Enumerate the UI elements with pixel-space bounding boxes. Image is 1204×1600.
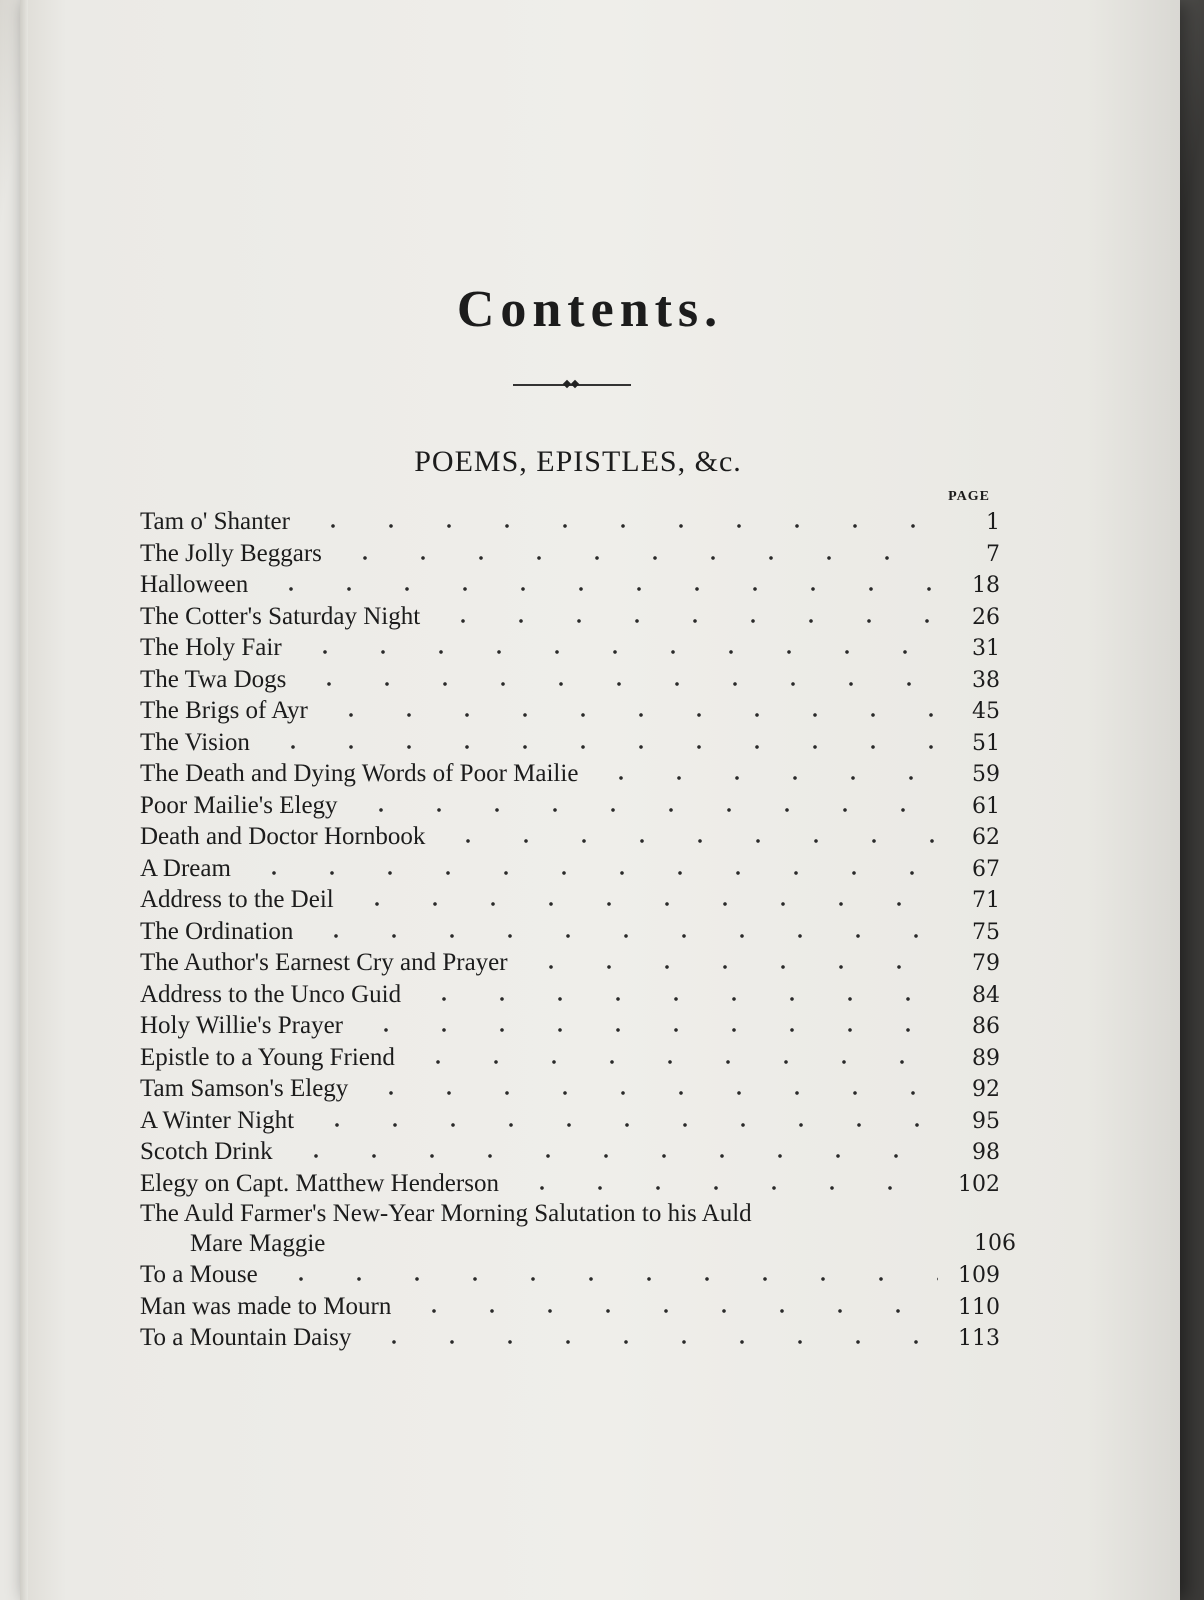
contents-block [140, 270, 1016, 1354]
toc-entry-title: Tam o' Shanter [140, 508, 290, 535]
toc-entry-page: 62 [972, 825, 1000, 850]
leader-dots [304, 523, 938, 529]
toc-entry[interactable] [140, 506, 1000, 538]
leader-dots [522, 964, 938, 970]
toc-entry-page: 109 [958, 1263, 1000, 1288]
toc-entry[interactable] [140, 538, 1000, 570]
toc-entry-title: Holy Willie's Prayer [140, 1012, 344, 1039]
toc-entry-title: The Brigs of Ayr [140, 697, 308, 724]
toc-entry-page: 95 [972, 1108, 1000, 1134]
toc-entry-title: The Ordination [140, 917, 294, 945]
toc-entry-page: 110 [958, 1294, 1000, 1320]
leader-dots [245, 870, 938, 876]
toc-entry-page: 61 [972, 793, 1000, 819]
toc-entry[interactable] [140, 1105, 1000, 1137]
toc-entry[interactable] [140, 821, 1000, 853]
toc-entry-title: Scotch Drink [140, 1138, 273, 1165]
page-column-label: PAGE [948, 489, 990, 504]
toc-entry[interactable] [140, 1259, 1000, 1291]
leader-dots [362, 1090, 938, 1096]
toc-entry-page: 26 [972, 604, 1000, 630]
leader-dots [513, 1185, 938, 1191]
toc-entry-title: Epistle to a Young Friend [140, 1043, 395, 1071]
toc-entry-page: 7 [986, 541, 1000, 567]
toc-entry-title: The Author's Earnest Cry and Prayer [140, 949, 508, 976]
toc-entry-page: 89 [972, 1045, 1000, 1071]
toc-entry-title: The Twa Dogs [140, 665, 287, 693]
toc-entry-page: 18 [972, 573, 1000, 598]
leader-dots [264, 744, 938, 750]
toc-entry[interactable] [140, 664, 1000, 696]
leader-dots [308, 1122, 938, 1128]
leader-dots [336, 555, 938, 561]
toc-entry-page: 84 [972, 982, 1000, 1008]
toc-entry[interactable] [140, 695, 1000, 727]
toc-entry-title: A Dream [140, 854, 231, 882]
toc-entry-title [140, 1199, 940, 1259]
leader-dots [352, 807, 938, 813]
leader-dots [365, 1339, 938, 1345]
toc-entry[interactable] [140, 758, 1000, 790]
toc-entry-page: 51 [972, 730, 1000, 756]
toc-entry[interactable] [140, 884, 1000, 916]
toc-entry[interactable] [140, 947, 1000, 979]
toc-entry-title: Address to the Deil [140, 886, 334, 913]
toc-entry[interactable] [140, 1199, 1016, 1259]
toc-entry-page: 38 [972, 667, 1000, 693]
toc-entry-page: 75 [972, 919, 1000, 945]
toc-entry-title: Elegy on Capt. Matthew Henderson [140, 1169, 499, 1197]
toc-list [140, 506, 1016, 1354]
toc-entry-page: 106 [974, 1230, 1016, 1256]
toc-entry-page: 67 [972, 856, 1000, 882]
toc-entry-title: The Death and Dying Words of Poor Mailie [140, 760, 579, 787]
toc-entry-title-line1: The Auld Farmer's New-Year Morning Salutation to his Auld [140, 1200, 752, 1227]
toc-entry[interactable] [140, 601, 1000, 633]
diamond-ornament-icon [571, 380, 579, 388]
leader-dots [405, 1308, 938, 1314]
toc-entry[interactable] [140, 1291, 1000, 1323]
toc-entry[interactable] [140, 1322, 1000, 1354]
toc-entry-title: Tam Samson's Elegy [140, 1075, 349, 1102]
ornamental-rule [140, 366, 1000, 406]
toc-entry-page: 98 [972, 1140, 1000, 1165]
toc-entry[interactable] [140, 853, 1000, 885]
toc-entry[interactable] [140, 727, 1000, 759]
toc-entry-title: Death and Doctor Hornbook [140, 823, 426, 850]
toc-entry-title: The Holy Fair [140, 634, 282, 661]
leader-dots [357, 1027, 938, 1033]
toc-entry-page: 71 [972, 888, 1000, 913]
toc-entry[interactable] [140, 1042, 1000, 1074]
toc-entry[interactable] [140, 632, 1000, 664]
toc-entry-title: Halloween [140, 571, 249, 598]
toc-entry-title: To a Mountain Daisy [140, 1324, 352, 1351]
toc-entry-page: 45 [972, 699, 1000, 724]
leader-dots [296, 649, 938, 655]
leader-dots [348, 901, 938, 907]
toc-entry-page: 31 [972, 636, 1000, 661]
toc-entry[interactable] [140, 1168, 1000, 1200]
toc-entry-page: 86 [972, 1014, 1000, 1039]
leader-dots [439, 838, 938, 844]
leader-dots [287, 1153, 938, 1159]
leader-dots [262, 586, 938, 592]
toc-entry[interactable] [140, 979, 1000, 1011]
toc-entry-title: Poor Mailie's Elegy [140, 791, 338, 819]
toc-entry-title: The Cotter's Saturday Night [140, 602, 421, 630]
toc-entry-page: 102 [958, 1171, 1000, 1197]
toc-entry-page: 92 [972, 1077, 1000, 1102]
leader-dots [409, 1059, 938, 1065]
toc-entry-page: 113 [958, 1326, 1000, 1351]
toc-entry[interactable] [140, 790, 1000, 822]
toc-entry[interactable] [140, 569, 1000, 601]
leader-dots [272, 1276, 938, 1282]
leader-dots [322, 712, 938, 718]
toc-entry-title: The Jolly Beggars [140, 539, 322, 567]
toc-entry-page: 79 [972, 951, 1000, 976]
toc-entry[interactable] [140, 1136, 1000, 1168]
toc-entry[interactable] [140, 1073, 1000, 1105]
toc-entry-title-line2: Mare Maggie [190, 1230, 326, 1257]
leader-dots [300, 681, 938, 687]
toc-entry-title: Address to the Unco Guid [140, 980, 402, 1008]
toc-entry[interactable] [140, 1010, 1000, 1042]
section-heading: POEMS, EPISTLES, &c. [414, 445, 742, 478]
contents-title: Contents. [456, 281, 724, 338]
leader-dots [592, 775, 938, 781]
toc-entry-page: 1 [986, 510, 1000, 535]
toc-entry[interactable] [140, 916, 1000, 948]
toc-entry-title: To a Mouse [140, 1261, 258, 1288]
toc-entry-title: The Vision [140, 728, 250, 756]
toc-entry-title: A Winter Night [140, 1106, 295, 1134]
leader-dots [434, 618, 938, 624]
leader-dots [307, 933, 938, 939]
page-gutter [20, 0, 28, 1600]
toc-entry-title: Man was made to Mourn [140, 1292, 392, 1320]
book-page [20, 0, 1180, 1600]
toc-entry-page: 59 [972, 762, 1000, 787]
leader-dots [415, 996, 938, 1002]
